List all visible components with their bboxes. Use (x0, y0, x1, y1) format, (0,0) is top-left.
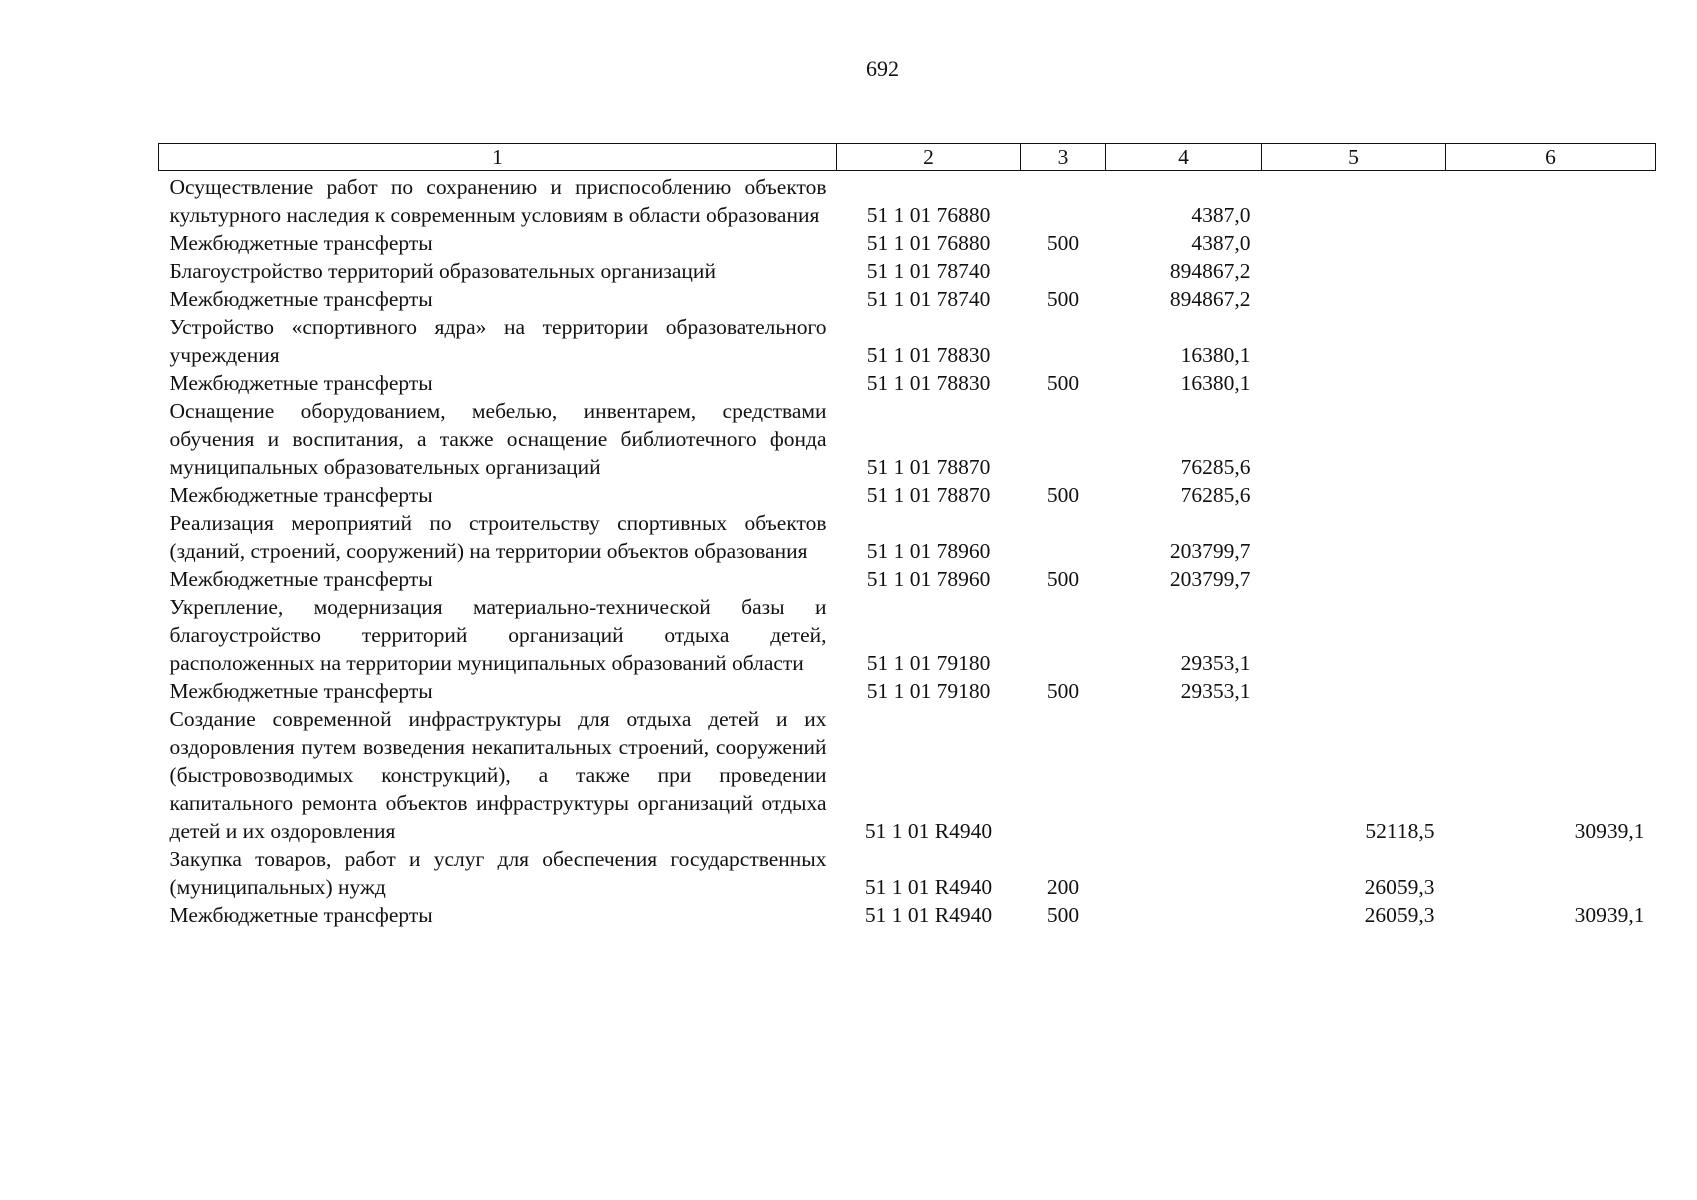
amount-col4: 76285,6 (1180, 455, 1251, 479)
amount-col4: 894867,2 (1169, 287, 1251, 311)
target-code: 51 1 01 78870 (866, 455, 991, 479)
amount-col6 (1446, 285, 1656, 313)
expense-type (1021, 705, 1106, 845)
amount-col5 (1262, 481, 1446, 509)
expense-type: 500 (1046, 483, 1080, 507)
amount-col4: 16380,1 (1180, 343, 1251, 367)
amount-col6 (1446, 845, 1656, 901)
column-header: 6 (1446, 144, 1656, 171)
expense-type (1021, 397, 1106, 481)
amount-col6: 30939,1 (1574, 903, 1645, 927)
amount-col6 (1446, 593, 1656, 677)
amount-col6 (1446, 229, 1656, 257)
expense-type: 500 (1046, 903, 1080, 927)
amount-col5 (1262, 369, 1446, 397)
amount-col5: 26059,3 (1364, 903, 1435, 927)
amount-col6 (1446, 509, 1656, 565)
target-code: 51 1 01 78960 (866, 567, 991, 591)
header-row (159, 144, 1656, 171)
table-row (159, 171, 1656, 230)
expense-type (1021, 593, 1106, 677)
table-header (159, 144, 1656, 171)
table-row (159, 229, 1656, 257)
item-name: Межбюджетные трансферты (169, 287, 433, 311)
item-name: Межбюджетные трансферты (169, 231, 433, 255)
amount-col5 (1262, 257, 1446, 285)
amount-col6 (1446, 313, 1656, 369)
expense-type (1021, 509, 1106, 565)
table-row (159, 677, 1656, 705)
amount-col4 (1106, 845, 1262, 901)
column-header: 5 (1262, 144, 1446, 171)
amount-col6 (1446, 677, 1656, 705)
expense-type: 500 (1046, 287, 1080, 311)
target-code: 51 1 01 76880 (866, 231, 991, 255)
amount-col5 (1262, 677, 1446, 705)
table-body (159, 171, 1656, 930)
amount-col5: 52118,5 (1365, 819, 1435, 843)
target-code: 51 1 01 78830 (866, 371, 991, 395)
item-name: Осуществление работ по сохранению и приспособлению объектов культурного наследия к современным условиям в области образования (169, 175, 827, 227)
target-code: 51 1 01 R4940 (864, 819, 993, 843)
table-row (159, 369, 1656, 397)
expense-type: 500 (1046, 231, 1080, 255)
amount-col4: 203799,7 (1169, 539, 1251, 563)
amount-col5 (1262, 509, 1446, 565)
amount-col4: 29353,1 (1180, 651, 1251, 675)
target-code: 51 1 01 76880 (866, 203, 991, 227)
amount-col4 (1106, 705, 1262, 845)
target-code: 51 1 01 78870 (866, 483, 991, 507)
table-row (159, 845, 1656, 901)
amount-col4: 894867,2 (1169, 259, 1251, 283)
expense-type: 500 (1046, 371, 1080, 395)
amount-col6: 30939,1 (1574, 819, 1645, 843)
item-name: Реализация мероприятий по строительству спортивных объектов (зданий, строений, сооружений) на территории объектов образования (169, 511, 827, 563)
expense-type: 500 (1046, 679, 1080, 703)
amount-col5 (1262, 285, 1446, 313)
amount-col4: 203799,7 (1169, 567, 1251, 591)
item-name: Оснащение оборудованием, мебелью, инвентарем, средствами обучения и воспитания, а также оснащение библиотечного фонда муниципальных образовательных организаций (169, 399, 827, 479)
table-row (159, 257, 1656, 285)
column-header: 1 (159, 144, 837, 171)
amount-col6 (1446, 369, 1656, 397)
item-name: Благоустройство территорий образовательных организаций (169, 259, 716, 283)
amount-col4: 4387,0 (1191, 231, 1251, 255)
amount-col5: 26059,3 (1364, 875, 1435, 899)
expense-type (1021, 313, 1106, 369)
table-row (159, 313, 1656, 369)
budget-table (158, 143, 1656, 929)
amount-col4: 29353,1 (1180, 679, 1251, 703)
item-name: Межбюджетные трансферты (169, 903, 433, 927)
table-row (159, 901, 1656, 929)
amount-col6 (1446, 565, 1656, 593)
target-code: 51 1 01 79180 (866, 679, 991, 703)
target-code: 51 1 01 78830 (866, 343, 991, 367)
item-name: Закупка товаров, работ и услуг для обеспечения государственных (муниципальных) нужд (169, 847, 827, 899)
table-row (159, 565, 1656, 593)
column-header: 3 (1021, 144, 1106, 171)
amount-col4: 4387,0 (1191, 203, 1251, 227)
amount-col5 (1262, 171, 1446, 230)
item-name: Создание современной инфраструктуры для отдыха детей и их оздоровления путем возведения некапитальных строений, сооружений (быстровозводимых конструкций), а также при проведении капитального ремонта объектов инфраструктуры организаций отдыха детей и их оздоровления (169, 707, 827, 843)
item-name: Межбюджетные трансферты (169, 679, 433, 703)
amount-col6 (1446, 397, 1656, 481)
item-name: Межбюджетные трансферты (169, 483, 433, 507)
expense-type (1021, 257, 1106, 285)
amount-col6 (1446, 257, 1656, 285)
target-code: 51 1 01 79180 (866, 651, 991, 675)
amount-col5 (1262, 593, 1446, 677)
amount-col5 (1262, 229, 1446, 257)
item-name: Межбюджетные трансферты (169, 371, 433, 395)
target-code: 51 1 01 78740 (866, 287, 991, 311)
target-code: 51 1 01 R4940 (864, 875, 993, 899)
amount-col5 (1262, 397, 1446, 481)
expense-type (1021, 171, 1106, 230)
table-row (159, 481, 1656, 509)
amount-col5 (1262, 565, 1446, 593)
column-header: 4 (1106, 144, 1262, 171)
expense-type: 500 (1046, 567, 1080, 591)
table-row (159, 397, 1656, 481)
item-name: Укрепление, модернизация материально-технической базы и благоустройство территорий организаций отдыха детей, расположенных на территории муниципальных образований области (169, 595, 827, 675)
item-name: Межбюджетные трансферты (169, 567, 433, 591)
amount-col4: 76285,6 (1180, 483, 1251, 507)
target-code: 51 1 01 78740 (866, 259, 991, 283)
column-header: 2 (837, 144, 1021, 171)
page-number: 692 (866, 56, 899, 81)
table-row (159, 285, 1656, 313)
item-name: Устройство «спортивного ядра» на территории образовательного учреждения (169, 315, 827, 367)
expense-type: 200 (1046, 875, 1080, 899)
amount-col4: 16380,1 (1180, 371, 1251, 395)
table-row (159, 509, 1656, 565)
table-row (159, 705, 1656, 845)
target-code: 51 1 01 R4940 (864, 903, 993, 927)
amount-col4 (1106, 901, 1262, 929)
amount-col6 (1446, 171, 1656, 230)
table-row (159, 593, 1656, 677)
amount-col6 (1446, 481, 1656, 509)
amount-col5 (1262, 313, 1446, 369)
target-code: 51 1 01 78960 (866, 539, 991, 563)
